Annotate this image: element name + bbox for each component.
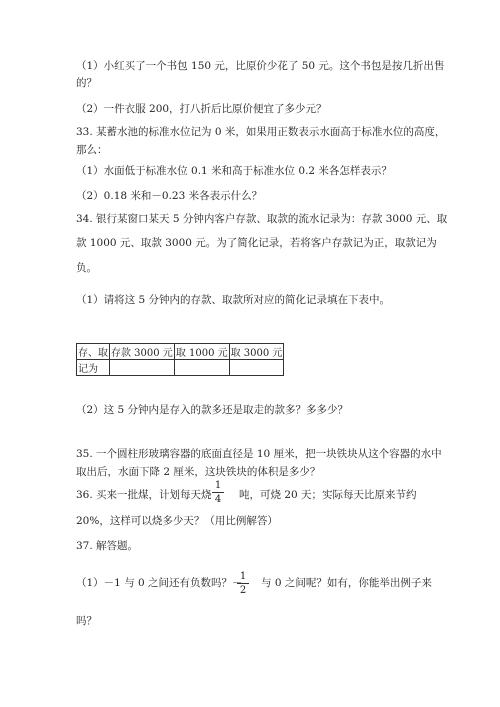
- answer-cell[interactable]: [174, 360, 229, 376]
- table-header-cell: 取 1000 元: [174, 344, 229, 360]
- answer-cell[interactable]: [229, 360, 284, 376]
- fraction-bar: [212, 492, 224, 493]
- q36-line-1-start: 36. 买来一批煤，计划每天烧: [76, 489, 212, 501]
- question-part-1-line-1: （1）小红买了一个书包 150 元，比原价少花了 50 元。这个书包是按几折出售: [76, 60, 445, 72]
- answer-cell[interactable]: [110, 360, 175, 376]
- q35-line-2: 取出后，水面下降 2 厘米，这块铁块的体积是多少？: [76, 466, 321, 478]
- q34-part-1: （1）请将这 5 分钟内的存款、取款所对应的简化记录填在下表中。: [76, 294, 391, 306]
- table-header-row: [77, 344, 284, 360]
- q35-line-1: 35. 一个圆柱形玻璃容器的底面直径是 10 厘米，把一块铁块从这个容器的水中: [76, 448, 442, 460]
- q34-line-3: 负。: [76, 262, 97, 274]
- q37-part-1-start: （1）－1 与 0 之间还有负数吗？－: [76, 577, 243, 589]
- question-part-1-line-2: 的？: [76, 77, 97, 89]
- q33-part-2: （2）0.18 米和－0.23 米各表示什么？: [76, 190, 263, 202]
- q37-part-1-wrap: 吗？: [76, 615, 97, 627]
- fraction-bar: [237, 583, 249, 584]
- fraction-numerator: 1: [239, 571, 247, 582]
- fraction-denominator: 2: [239, 585, 247, 596]
- fraction-denominator: 4: [214, 494, 222, 505]
- q36-line-1-end: 吨，可烧 20 天；实际每天比原来节约: [239, 489, 417, 501]
- fraction-one-quarter: [212, 480, 224, 505]
- q34-line-2: 款 1000 元、取款 3000 元。为了简化记录，若将客户存款记为正，取款记为: [76, 237, 437, 249]
- q33-line-2: 那么：: [76, 144, 108, 156]
- fraction-numerator: 1: [214, 480, 222, 491]
- q36-line-2: 20%，这样可以烧多少天？（用比例解答）: [76, 515, 278, 527]
- q37-title: 37. 解答题。: [76, 540, 139, 552]
- table-header-cell: 取 3000 元: [229, 344, 284, 360]
- table-row: [77, 360, 284, 376]
- q34-line-1: 34. 银行某窗口某天 5 分钟内客户存款、取款的流水记录为：存款 3000 元、取: [76, 213, 448, 225]
- table-row-label: 记为: [77, 360, 110, 376]
- table-header-cell: 存、取: [77, 344, 110, 360]
- q37-part-1-end: 与 0 之间呢？如有，你能举出例子来: [261, 577, 432, 589]
- fraction-one-half: [237, 571, 249, 596]
- question-part-2: （2）一件衣服 200，打八折后比原价便宜了多少元？: [76, 103, 327, 115]
- deposit-withdrawal-table: [76, 343, 284, 376]
- q33-part-1: （1）水面低于标准水位 0.1 米和高于标准水位 0.2 米各怎样表示？: [76, 165, 392, 177]
- q33-line-1: 33. 某蓄水池的标准水位记为 0 米，如果用正数表示水面高于标准水位的高度，: [76, 126, 446, 138]
- table-header-cell: 存款 3000 元: [110, 344, 175, 360]
- q34-part-2: （2）这 5 分钟内是存入的款多还是取走的款多？多多少？: [76, 404, 349, 416]
